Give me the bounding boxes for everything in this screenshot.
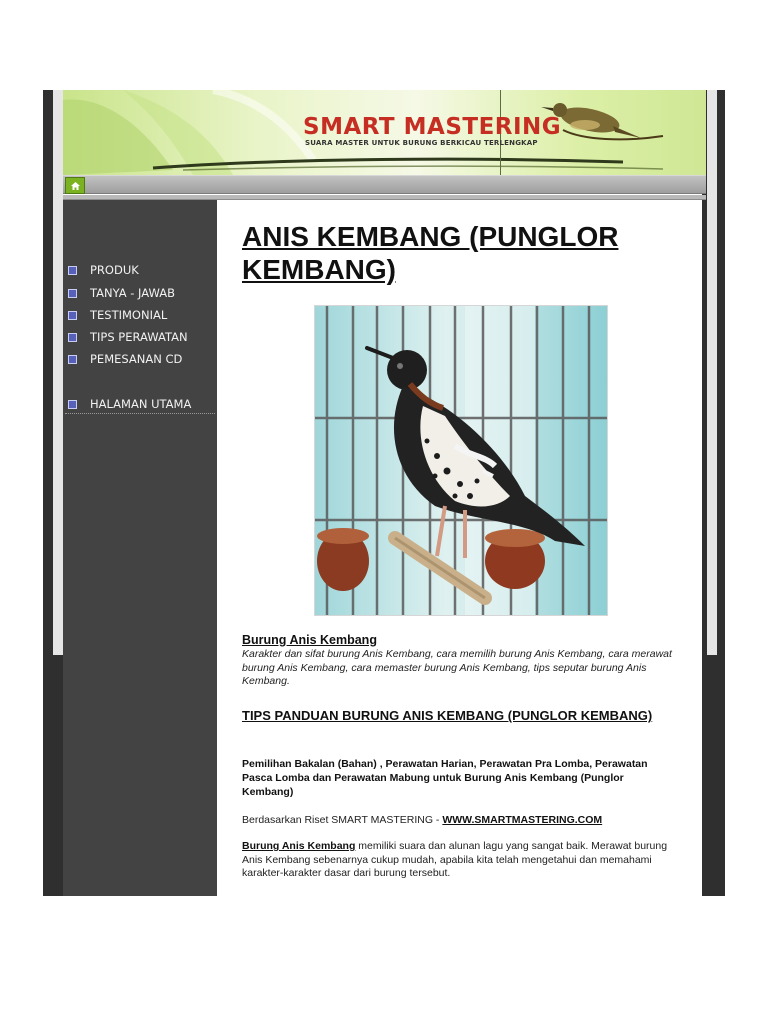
intro-text: Karakter dan sifat burung Anis Kembang, cara memilih burung Anis Kembang, cara merawat burung Anis Kembang, cara memaster burung Anis Kembang, tips seputar burung Anis Kembang. <box>242 648 672 687</box>
bullet-icon <box>68 355 77 364</box>
bullet-icon <box>68 311 77 320</box>
bird-in-cage-image <box>315 306 607 615</box>
frame-right-inner <box>707 90 717 655</box>
sidebar-item-label: PRODUK <box>90 263 139 277</box>
page-title: ANIS KEMBANG (PUNGLOR KEMBANG) <box>242 221 619 285</box>
sidebar-item-pemesanan-cd[interactable] <box>68 352 182 366</box>
sidebar-item-label: TANYA - JAWAB <box>90 286 175 300</box>
sidebar-item-halaman-utama[interactable] <box>68 397 191 411</box>
home-icon <box>70 181 81 191</box>
riset-line <box>242 814 602 826</box>
toolbar <box>63 175 706 194</box>
tips-text: Pemilihan Bakalan (Bahan) , Perawatan Harian, Perawatan Pra Lomba, Perawatan Pasca Lomba dan Perawatan Mabung untuk Burung Anis Kembang (Punglor Kembang) <box>242 758 648 798</box>
tips-heading: TIPS PANDUAN BURUNG ANIS KEMBANG (PUNGLOR KEMBANG) <box>242 708 653 723</box>
closing-link[interactable]: Burung Anis Kembang <box>242 840 356 852</box>
website-link[interactable]: WWW.SMARTMASTERING.COM <box>442 814 603 826</box>
banner-tagline: SUARA MASTER UNTUK BURUNG BERKICAU TERLENGKAP <box>305 139 538 147</box>
sidebar-item-label: HALAMAN UTAMA <box>90 397 192 411</box>
home-button[interactable] <box>65 177 85 194</box>
sidebar-item-testimonial[interactable] <box>68 308 167 322</box>
bird-photo <box>314 305 608 616</box>
sidebar-item-produk[interactable] <box>68 263 139 277</box>
sidebar-item-label: TESTIMONIAL <box>90 308 168 322</box>
header-banner <box>63 90 706 176</box>
sidebar-item-label: PEMESANAN CD <box>90 352 183 366</box>
sidebar-item-tanya-jawab[interactable] <box>68 286 175 300</box>
bullet-icon <box>68 400 77 409</box>
riset-prefix: Berdasarkan Riset SMART MASTERING - <box>242 814 443 826</box>
intro-heading: Burung Anis Kembang <box>242 633 377 647</box>
banner-title: SMART MASTERING <box>303 114 562 140</box>
sidebar-item-tips-perawatan[interactable] <box>68 330 188 344</box>
bullet-icon <box>68 333 77 342</box>
closing-paragraph <box>242 840 674 881</box>
sidebar-item-label: TIPS PERAWATAN <box>90 330 188 344</box>
bullet-icon <box>68 266 77 275</box>
closing-text: memiliki suara dan alunan lagu yang sangat baik. Merawat burung Anis Kembang sebenarnya cukup mudah, apabila kita telah mengetahui dan memahami karakter-karakter dasar dari burung tersebut. <box>242 840 668 879</box>
frame-left-inner <box>53 90 63 655</box>
bullet-icon <box>68 289 77 298</box>
sidebar <box>63 200 217 896</box>
sidebar-separator <box>65 413 215 414</box>
